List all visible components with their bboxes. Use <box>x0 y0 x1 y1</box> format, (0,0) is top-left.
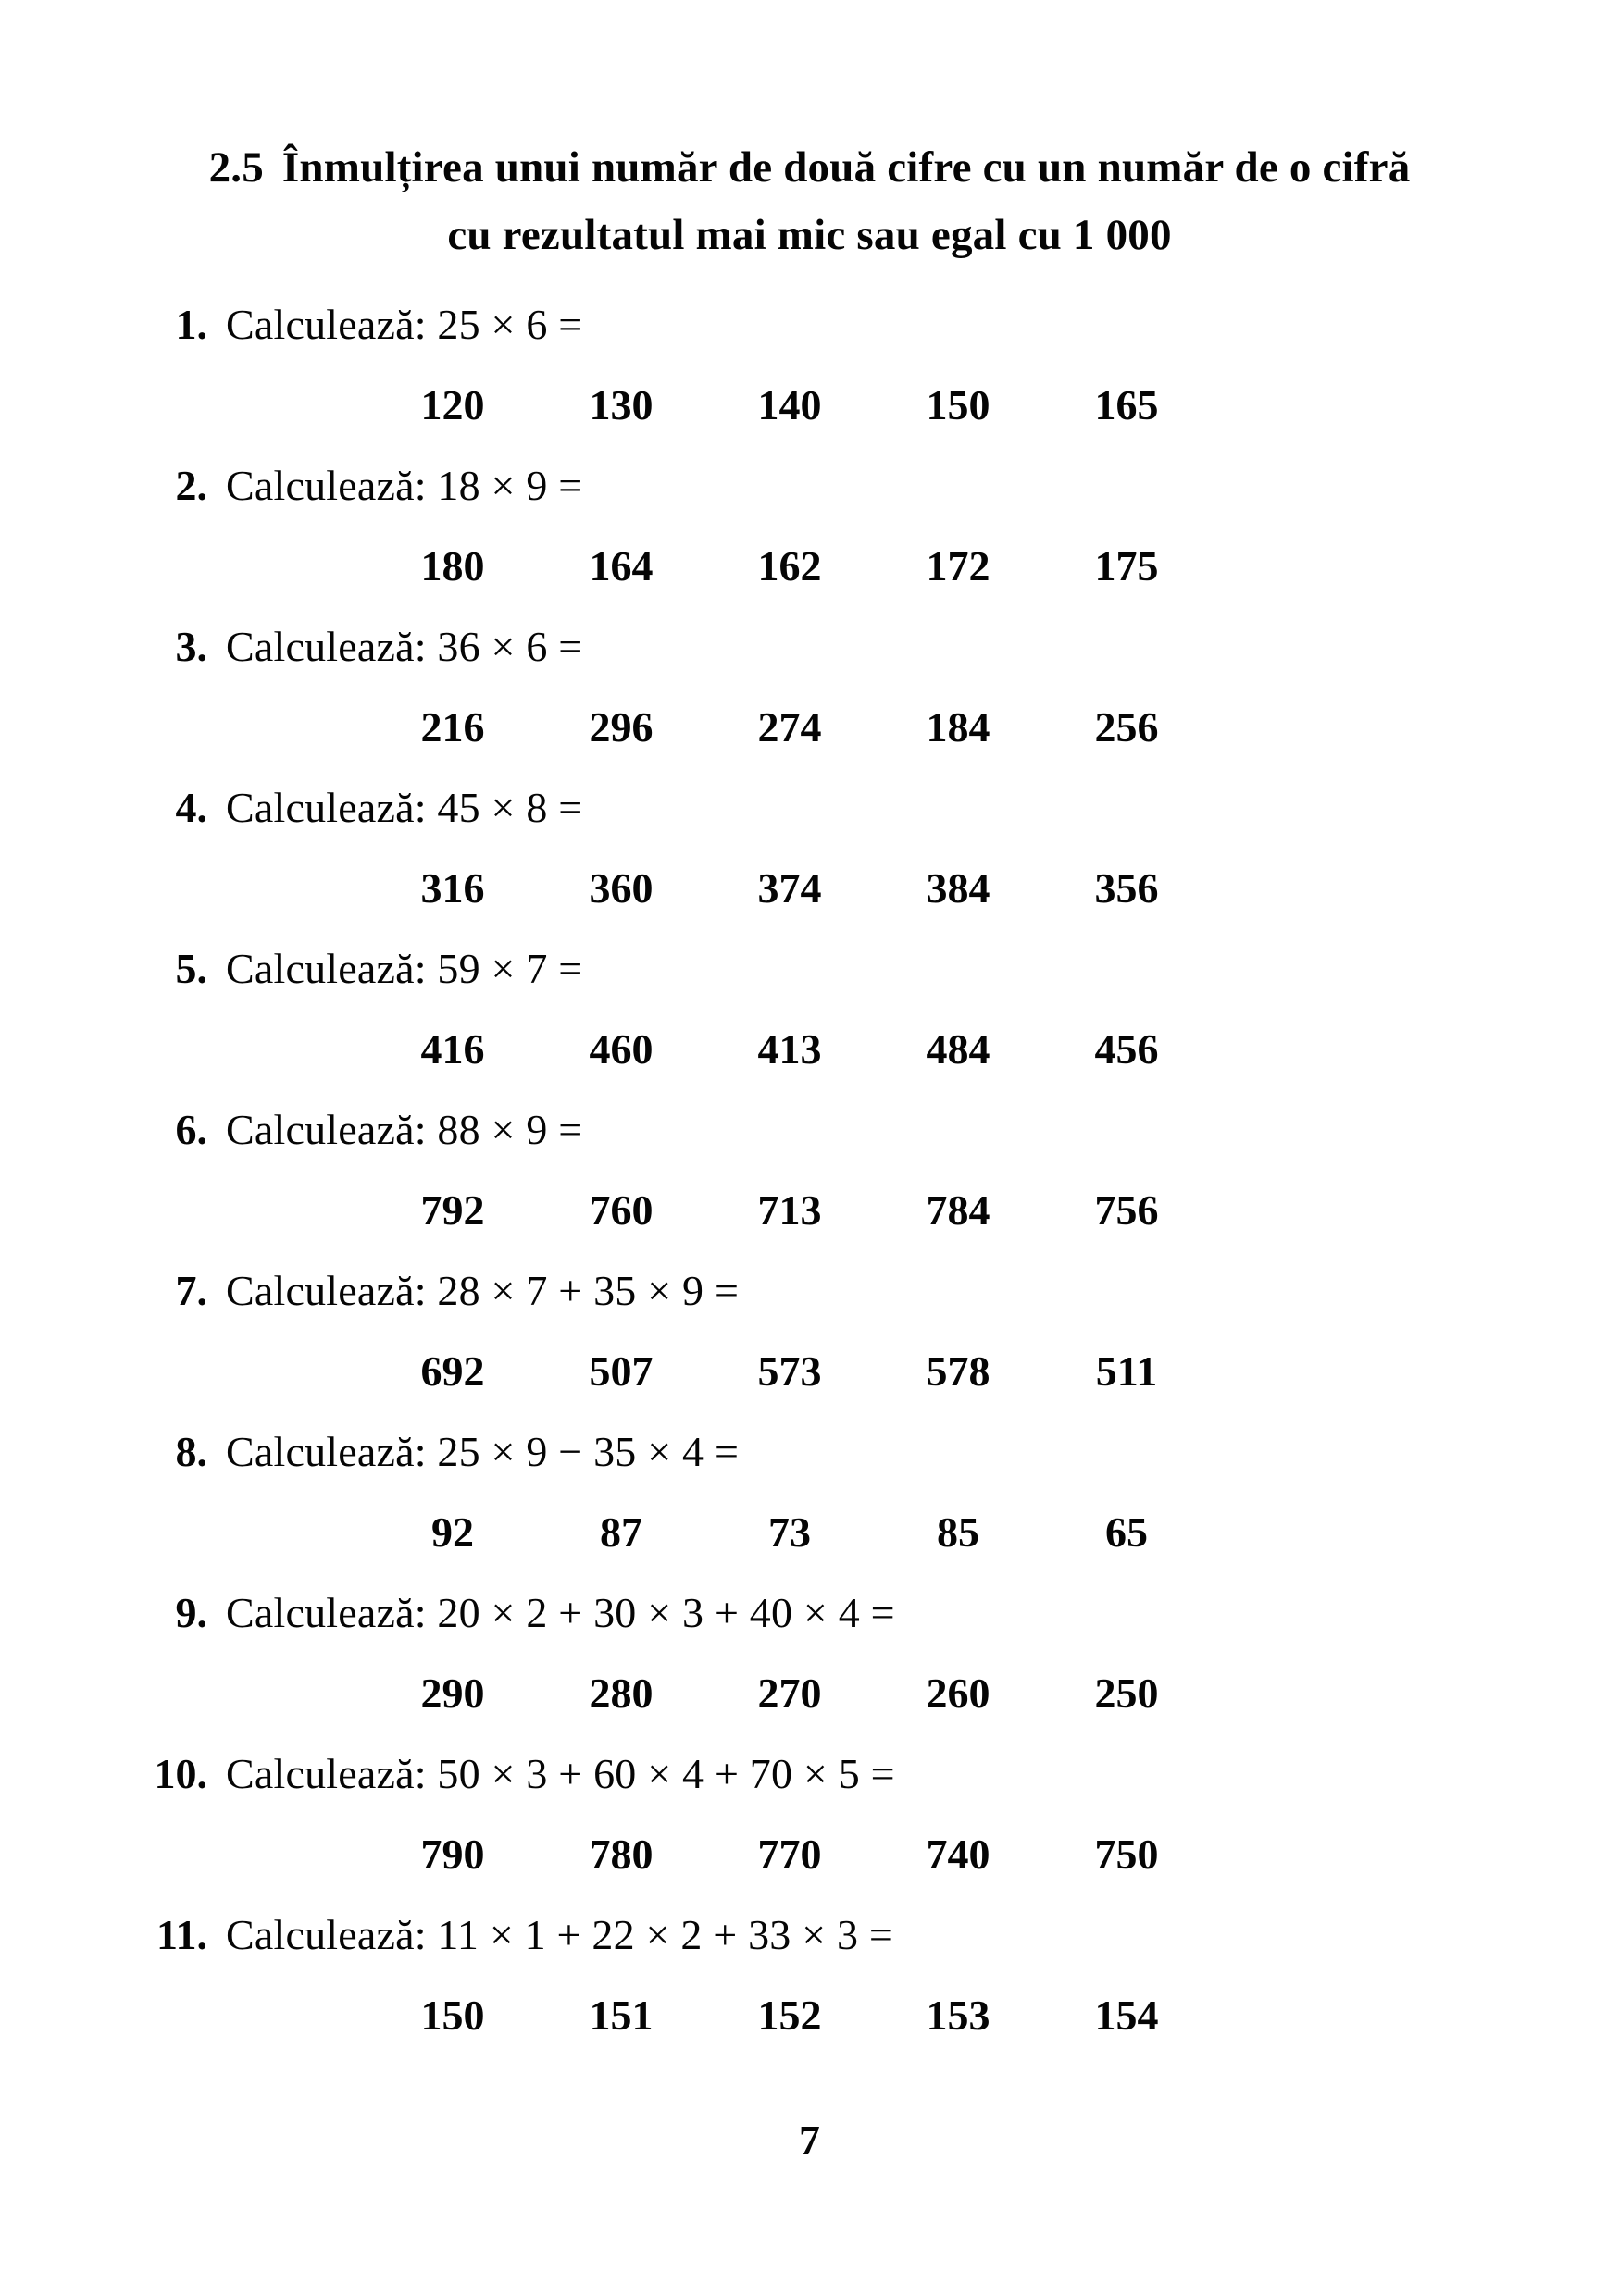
problem-8 <box>139 1411 1619 1572</box>
problem-text: Calculează: 20 × 2 + 30 × 3 + 40 × 4 = <box>226 1589 895 1636</box>
problem-9 <box>139 1572 1619 1733</box>
answer-option: 120 <box>420 381 485 428</box>
problem-number: 8. <box>175 1428 207 1475</box>
answer-option: 484 <box>926 1025 990 1073</box>
answer-option: 140 <box>757 381 822 428</box>
answer-option: 130 <box>589 381 654 428</box>
answer-option: 790 <box>420 1831 485 1878</box>
problem-4 <box>139 767 1619 928</box>
problem-number: 1. <box>175 301 207 348</box>
problem-text: Calculează: 18 × 9 = <box>226 462 583 509</box>
problem-text: Calculează: 25 × 9 − 35 × 4 = <box>226 1428 740 1475</box>
problem-1 <box>139 284 1619 445</box>
answer-options-row <box>368 1170 1211 1250</box>
problem-number: 5. <box>175 945 207 992</box>
problem-number: 10. <box>154 1750 207 1797</box>
problem-text: Calculează: 59 × 7 = <box>226 945 583 992</box>
problem-text: Calculează: 11 × 1 + 22 × 2 + 33 × 3 = <box>226 1911 894 1958</box>
answer-option: 780 <box>589 1831 654 1878</box>
answer-option: 316 <box>420 864 485 912</box>
page-title-line1 <box>56 134 1563 202</box>
answer-option: 416 <box>420 1025 485 1073</box>
answer-option: 784 <box>926 1186 990 1234</box>
page-title-line2: cu rezultatul mai mic sau egal cu 1 000 <box>447 211 1172 259</box>
answer-option: 713 <box>757 1186 822 1234</box>
answer-option: 73 <box>768 1508 811 1556</box>
answer-option: 770 <box>757 1831 822 1878</box>
answer-option: 456 <box>1094 1025 1159 1073</box>
answer-options-row <box>368 1975 1211 2055</box>
answer-option: 274 <box>757 703 822 751</box>
answer-option: 151 <box>589 1992 654 2039</box>
problem-list <box>139 284 1619 2055</box>
answer-option: 172 <box>926 542 990 590</box>
answer-option: 85 <box>937 1508 979 1556</box>
answer-option: 154 <box>1094 1992 1159 2039</box>
problem-6 <box>139 1089 1619 1250</box>
answer-option: 792 <box>420 1186 485 1234</box>
answer-option: 180 <box>420 542 485 590</box>
problem-statement <box>139 767 1619 848</box>
answer-options-row <box>368 1009 1211 1089</box>
answer-options-row <box>368 526 1211 606</box>
answer-option: 374 <box>757 864 822 912</box>
problem-number: 4. <box>175 784 207 831</box>
problem-text: Calculează: 25 × 6 = <box>226 301 583 348</box>
problem-statement <box>139 1894 1619 1975</box>
problem-statement <box>139 1411 1619 1492</box>
problem-text: Calculează: 45 × 8 = <box>226 784 583 831</box>
answer-option: 384 <box>926 864 990 912</box>
problem-2 <box>139 445 1619 606</box>
answer-option: 290 <box>420 1669 485 1717</box>
answer-option: 260 <box>926 1669 990 1717</box>
answer-options-row <box>368 1653 1211 1733</box>
answer-option: 356 <box>1094 864 1159 912</box>
problem-statement <box>139 1250 1619 1331</box>
problem-statement <box>139 1089 1619 1170</box>
problem-statement <box>139 1733 1619 1814</box>
problem-statement <box>139 445 1619 526</box>
problem-statement <box>139 928 1619 1009</box>
problem-number: 2. <box>175 462 207 509</box>
answer-option: 256 <box>1094 703 1159 751</box>
answer-option: 760 <box>589 1186 654 1234</box>
problem-statement <box>139 606 1619 687</box>
answer-option: 756 <box>1094 1186 1159 1234</box>
answer-option: 280 <box>589 1669 654 1717</box>
answer-option: 692 <box>420 1347 485 1395</box>
problem-11 <box>139 1894 1619 2055</box>
problem-5 <box>139 928 1619 1089</box>
answer-options-row <box>368 1331 1211 1411</box>
answer-option: 270 <box>757 1669 822 1717</box>
problem-text: Calculează: 50 × 3 + 60 × 4 + 70 × 5 = <box>226 1750 895 1797</box>
answer-options-row <box>368 1492 1211 1572</box>
answer-options-row <box>368 365 1211 445</box>
problem-10 <box>139 1733 1619 1894</box>
answer-option: 573 <box>757 1347 822 1395</box>
problem-statement <box>139 284 1619 365</box>
answer-option: 578 <box>926 1347 990 1395</box>
answer-option: 184 <box>926 703 990 751</box>
answer-option: 165 <box>1094 381 1159 428</box>
problem-text: Calculează: 28 × 7 + 35 × 9 = <box>226 1267 740 1314</box>
answer-option: 740 <box>926 1831 990 1878</box>
answer-options-row <box>368 1814 1211 1894</box>
answer-options-row <box>368 848 1211 928</box>
section-title-text: Înmulțirea unui număr de două cifre cu un număr de o cifră <box>281 143 1411 192</box>
answer-option: 750 <box>1094 1831 1159 1878</box>
answer-option: 360 <box>589 864 654 912</box>
problem-number: 7. <box>175 1267 207 1314</box>
answer-option: 296 <box>589 703 654 751</box>
answer-options-row <box>368 687 1211 767</box>
page-title <box>56 134 1563 269</box>
answer-option: 150 <box>926 381 990 428</box>
answer-option: 216 <box>420 703 485 751</box>
section-number: 2.5 <box>208 143 264 192</box>
answer-option: 250 <box>1094 1669 1159 1717</box>
problem-statement <box>139 1572 1619 1653</box>
problem-number: 9. <box>175 1589 207 1636</box>
answer-option: 507 <box>589 1347 654 1395</box>
answer-option: 511 <box>1095 1347 1158 1395</box>
answer-option: 460 <box>589 1025 654 1073</box>
answer-option: 87 <box>600 1508 642 1556</box>
problem-text: Calculează: 36 × 6 = <box>226 623 583 670</box>
problem-number: 6. <box>175 1106 207 1153</box>
problem-3 <box>139 606 1619 767</box>
answer-option: 150 <box>420 1992 485 2039</box>
answer-option: 65 <box>1105 1508 1148 1556</box>
problem-number: 3. <box>175 623 207 670</box>
problem-text: Calculează: 88 × 9 = <box>226 1106 583 1153</box>
answer-option: 413 <box>757 1025 822 1073</box>
answer-option: 175 <box>1094 542 1159 590</box>
answer-option: 152 <box>757 1992 822 2039</box>
answer-option: 92 <box>431 1508 474 1556</box>
answer-option: 162 <box>757 542 822 590</box>
answer-option: 153 <box>926 1992 990 2039</box>
problem-7 <box>139 1250 1619 1411</box>
problem-number: 11. <box>156 1911 207 1958</box>
answer-option: 164 <box>589 542 654 590</box>
page-number: 7 <box>799 2116 820 2164</box>
